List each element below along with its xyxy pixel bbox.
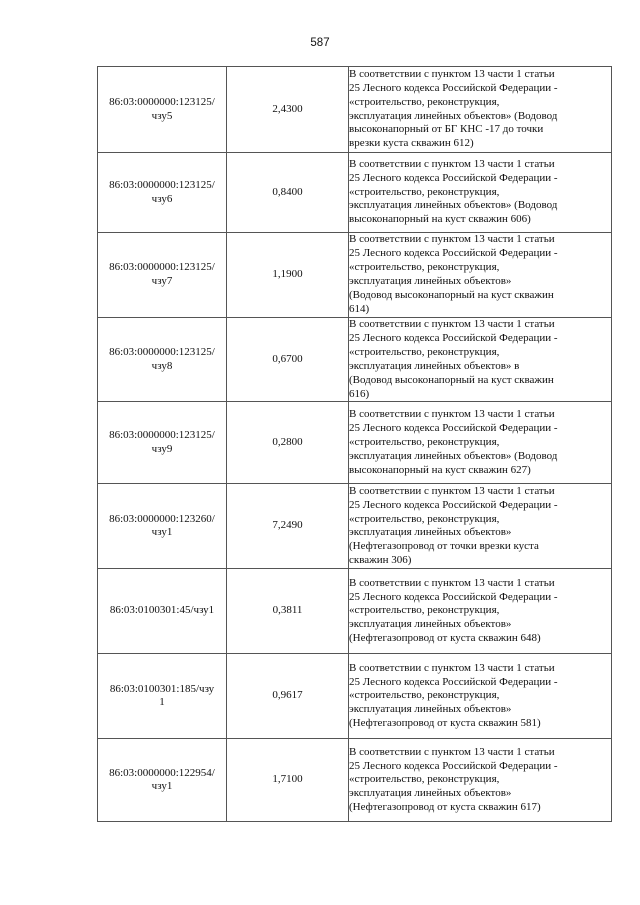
cadastral-number-cell: [98, 233, 227, 318]
basis-text-line: 25 Лесного кодекса Российской Федерации -: [349, 171, 558, 184]
basis-text-line: «строительство, реконструкция,: [349, 689, 500, 702]
basis-cell: [349, 484, 612, 569]
area-value: 1,7100: [272, 773, 303, 786]
area-value: 0,9617: [272, 689, 303, 702]
basis-cell: [349, 233, 612, 318]
area-cell: [227, 318, 349, 402]
area-value: 1,1900: [272, 268, 303, 281]
basis-cell: [349, 67, 612, 153]
cadastral-number: 86:03:0000000:123260/: [109, 512, 215, 525]
basis-text-line: 25 Лесного кодекса Российской Федерации -: [349, 498, 558, 511]
cadastral-number-cell: [98, 153, 227, 233]
cadastral-number-cell: [98, 402, 227, 484]
basis-text-line: В соответствии с пунктом 13 части 1 статьи: [349, 67, 555, 80]
cadastral-number-cell: [98, 484, 227, 569]
table-row: [98, 484, 612, 569]
cadastral-number-cell: [98, 739, 227, 822]
basis-text-line: (Нефтегазопровод от куста скважин 617): [349, 801, 541, 814]
basis-text-line: высоконапорный на куст скважин 627): [349, 463, 531, 476]
basis-text-line: 25 Лесного кодекса Российской Федерации -: [349, 331, 558, 344]
basis-text-line: эксплуатация линейных объектов»: [349, 526, 512, 539]
table-body: [98, 67, 612, 822]
area-cell: [227, 739, 349, 822]
basis-text-line: В соответствии с пунктом 13 части 1 статьи: [349, 661, 555, 674]
basis-text-line: «строительство, реконструкция,: [349, 435, 500, 448]
basis-cell: [349, 402, 612, 484]
cadastral-number: 86:03:0000000:123125/: [109, 95, 215, 108]
area-cell: [227, 233, 349, 318]
basis-text-line: эксплуатация линейных объектов»: [349, 275, 512, 287]
basis-text-line: (Нефтегазопровод от куста скважин 581): [349, 717, 541, 730]
basis-text-line: В соответствии с пунктом 13 части 1 статьи: [349, 745, 555, 758]
basis-text-line: эксплуатация линейных объектов»: [349, 787, 512, 800]
basis-text-line: В соответствии с пунктом 13 части 1 статьи: [349, 484, 555, 497]
basis-text-line: «строительство, реконструкция,: [349, 512, 500, 525]
area-cell: [227, 67, 349, 153]
land-plots-table: [97, 66, 612, 822]
cadastral-number-suffix: чзу7: [151, 275, 173, 287]
cadastral-number-suffix: чзу1: [151, 526, 173, 539]
table-row: [98, 233, 612, 318]
basis-text-line: 25 Лесного кодекса Российской Федерации -: [349, 422, 558, 435]
basis-text-line: «строительство, реконструкция,: [349, 773, 500, 786]
area-cell: [227, 402, 349, 484]
basis-text-line: 25 Лесного кодекса Российской Федерации -: [349, 759, 558, 772]
page-number: 587: [310, 37, 330, 49]
basis-text-line: эксплуатация линейных объектов» в: [349, 359, 520, 372]
cadastral-number-suffix: 1: [159, 696, 165, 709]
basis-cell: [349, 569, 612, 654]
basis-text-line: высоконапорный на куст скважин 606): [349, 213, 531, 226]
cadastral-number-cell: [98, 318, 227, 402]
basis-text-line: врезки куста скважин 612): [349, 137, 474, 150]
cadastral-number: 86:03:0000000:123125/: [109, 261, 215, 274]
basis-text-line: «строительство, реконструкция,: [349, 345, 500, 358]
cadastral-number: 86:03:0000000:123125/: [109, 345, 215, 358]
basis-text-line: эксплуатация линейных объектов»: [349, 703, 512, 716]
basis-text-line: 25 Лесного кодекса Российской Федерации -: [349, 247, 558, 260]
basis-text-line: «строительство, реконструкция,: [349, 185, 500, 198]
basis-cell: [349, 654, 612, 739]
cadastral-number: 86:03:0100301:185/чзу: [109, 682, 215, 695]
basis-text-line: В соответствии с пунктом 13 части 1 статьи: [349, 157, 555, 170]
cadastral-number-suffix: чзу8: [151, 359, 173, 372]
cadastral-number: 86:03:0000000:123125/: [109, 429, 215, 442]
area-cell: [227, 654, 349, 739]
basis-text-line: 25 Лесного кодекса Российской Федерации -: [349, 590, 558, 603]
basis-cell: [349, 153, 612, 233]
basis-text-line: В соответствии с пунктом 13 части 1 статьи: [349, 233, 555, 246]
area-value: 2,4300: [272, 102, 303, 115]
table-row: [98, 569, 612, 654]
basis-cell: [349, 318, 612, 402]
basis-text-line: 614): [349, 302, 370, 315]
cadastral-number-suffix: чзу5: [151, 109, 173, 122]
basis-text-line: В соответствии с пунктом 13 части 1 статьи: [349, 576, 555, 589]
basis-text-line: «строительство, реконструкция,: [349, 261, 500, 274]
basis-text-line: эксплуатация линейных объектов»: [349, 618, 512, 631]
table-row: [98, 153, 612, 233]
table-row: [98, 739, 612, 822]
basis-text-line: эксплуатация линейных объектов» (Водовод: [349, 109, 558, 122]
basis-text-line: эксплуатация линейных объектов» (Водовод: [349, 199, 558, 212]
area-cell: [227, 569, 349, 654]
basis-text-line: скважин 306): [349, 554, 412, 567]
basis-text-line: В соответствии с пунктом 13 части 1 статьи: [349, 318, 555, 330]
table-row: [98, 402, 612, 484]
cadastral-number-suffix: чзу1: [151, 780, 173, 793]
basis-text-line: «строительство, реконструкция,: [349, 95, 500, 108]
cadastral-number-suffix: чзу6: [151, 192, 173, 205]
basis-text-line: 25 Лесного кодекса Российской Федерации -: [349, 675, 558, 688]
table-row: [98, 67, 612, 153]
area-cell: [227, 153, 349, 233]
table-row: [98, 318, 612, 402]
cadastral-number-cell: [98, 67, 227, 153]
basis-text-line: «строительство, реконструкция,: [349, 604, 500, 617]
basis-text-line: эксплуатация линейных объектов» (Водовод: [349, 449, 558, 462]
cadastral-number-cell: [98, 654, 227, 739]
basis-text-line: (Водовод высоконапорный на куст скважин: [349, 373, 554, 386]
basis-text-line: 25 Лесного кодекса Российской Федерации -: [349, 81, 558, 94]
basis-text-line: (Водовод высоконапорный на куст скважин: [349, 288, 554, 301]
cadastral-number-cell: [98, 569, 227, 654]
cadastral-number: 86:03:0000000:123125/: [109, 178, 215, 191]
area-value: 0,6700: [272, 352, 303, 365]
basis-text-line: высоконапорный от БГ КНС -17 до точки: [349, 123, 544, 136]
area-value: 7,2490: [272, 519, 303, 532]
cadastral-number: 86:03:0100301:45/чзу1: [109, 604, 215, 617]
basis-text-line: (Нефтегазопровод от куста скважин 648): [349, 632, 541, 645]
basis-text-line: (Нефтегазопровод от точки врезки куста: [349, 540, 539, 553]
area-cell: [227, 484, 349, 569]
table-row: [98, 654, 612, 739]
cadastral-number-suffix: чзу9: [151, 442, 173, 455]
area-value: 0,8400: [272, 185, 303, 198]
area-value: 0,2800: [272, 435, 303, 448]
basis-cell: [349, 739, 612, 822]
basis-text-line: В соответствии с пунктом 13 части 1 статьи: [349, 408, 555, 421]
area-value: 0,3811: [272, 604, 303, 617]
cadastral-number: 86:03:0000000:122954/: [109, 766, 215, 779]
basis-text-line: 616): [349, 387, 370, 400]
